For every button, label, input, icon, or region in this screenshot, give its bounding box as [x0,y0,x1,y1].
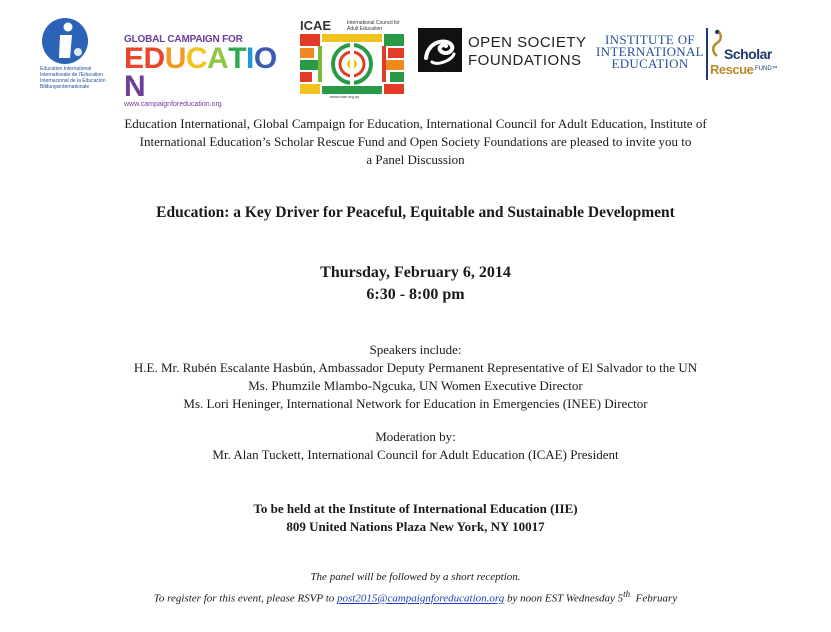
event-date: Thursday, February 6, 2014 [320,264,511,281]
srf-fund-text: FUND™ [755,66,778,72]
srf-scholar-text: Scholar [724,46,772,62]
invitation-intro [0,115,831,169]
reception-note: The panel will be followed by a short reception. [310,571,521,583]
speaker-item: H.E. Mr. Rubén Escalante Hasbún, Ambassador Deputy Permanent Representative of El Salvador to the UN [133,360,698,375]
moderation-heading: Moderation by: [375,429,456,444]
rsvp-email-link[interactable]: post2015@campaignforeducation.org [337,592,505,605]
gce-letter: T [228,42,247,75]
icae-subtitle: International Council for Adult Education [347,20,400,32]
moderator-name: Mr. Alan Tuckett, International Council for Adult Education (ICAE) President [212,447,619,462]
iie-text: INSTITUTE OF INTERNATIONAL EDUCATION [596,32,704,71]
ei-logo-text: Education International Internationale de l'Education Internacional de la Educación Bildungsinternationale [40,66,106,90]
intro-line-2: International Education’s Scholar Rescue Fund and Open Society Foundations are pleased to invite you to [139,134,692,149]
gce-letter: N [124,70,146,103]
venue-section [0,500,831,536]
gce-letter: E [124,42,144,75]
moderation-section [0,428,831,464]
institute-of-international-education-logo [590,34,710,74]
global-campaign-for-education-logo [124,34,294,108]
gce-letter: O [253,42,277,75]
open-society-foundations-logo [418,28,588,72]
gce-letter: U [164,42,186,75]
osf-swirl-icon [418,28,462,72]
speaker-item: Ms. Lori Heninger, International Network for Education in Emergencies (INEE) Director [183,396,648,411]
intro-line-3: a Panel Discussion [366,152,465,167]
gce-letter: C [185,42,208,75]
gce-url: www.campaignforeducation.org [124,101,222,108]
speaker-item: Ms. Phumzile Mlambo-Ngcuka, UN Women Executive Director [248,378,583,393]
rsvp-text-before: To register for this event, please RSVP to [153,592,337,605]
rsvp-text-end: February [630,592,678,605]
srf-emblem-icon [710,28,724,58]
gce-top-text: GLOBAL CAMPAIGN FOR [124,34,243,45]
speakers-section [0,341,831,413]
venue-address: 809 United Nations Plaza New York, NY 10017 [286,519,545,534]
event-datetime [0,262,831,306]
rsvp-superscript: th [623,589,631,599]
icae-mosaic-icon [300,34,404,94]
gce-letter: I [246,42,254,75]
icae-logo [300,18,408,98]
rsvp-text-after: by noon EST Wednesday 5 [504,592,624,605]
sponsor-logos [0,0,831,108]
icae-url: www.icae.org.uy [330,94,360,99]
scholar-rescue-fund-logo [706,28,786,84]
intro-line-1: Education International, Global Campaign for Education, International Council for Adult Education, Institute of [124,116,707,131]
event-time: 6:30 - 8:00 pm [366,286,465,303]
rsvp-note [0,589,831,605]
srf-rescue-text: Rescue [710,62,754,77]
icae-title: ICAE [300,18,332,33]
speakers-heading: Speakers include: [369,342,462,357]
gce-letter: A [207,42,229,75]
gce-letter: D [143,42,165,75]
srf-divider [706,28,708,80]
osf-text: OPEN SOCIETY FOUNDATIONS [468,34,587,69]
gce-main-text [124,42,294,103]
ei-i-icon [40,16,90,66]
education-international-logo [36,16,116,100]
event-title: Education: a Key Driver for Peaceful, Equitable and Sustainable Development [156,204,675,221]
venue-line-1: To be held at the Institute of International Education (IIE) [253,501,578,516]
